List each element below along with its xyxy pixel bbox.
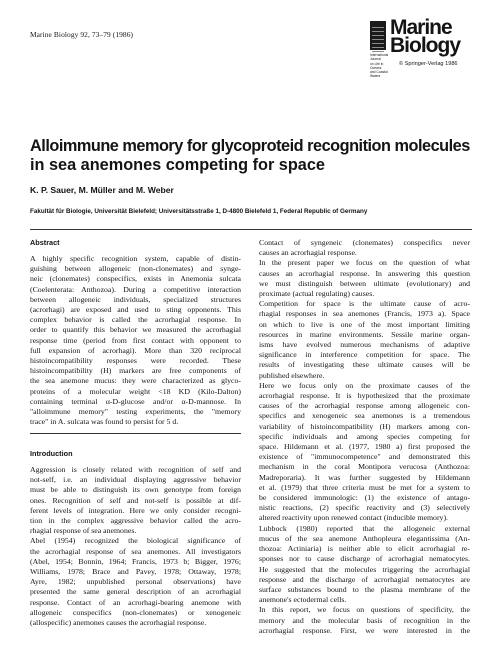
text-line: Here we focus only on the proximate causes of the <box>259 380 470 390</box>
text-line: neic (clonemates) conspecifics, exists in Anemonia sulcata <box>30 274 241 284</box>
text-line: (acrorhagi) are exposed and used to sting opponents. This <box>30 305 241 315</box>
text-line: A highly specific recognition system, capable of distin- <box>30 254 241 263</box>
text-line: allogeneic conspecifics (non-clonemates) or xenogeneic <box>30 607 241 617</box>
publisher-copyright: © Springer-Verlag 1986 <box>399 61 458 67</box>
text-line: In this report, we focus on questions of specificity, the <box>259 605 470 615</box>
text-line: variability of histoincompatibility (H) markers among con- <box>259 421 470 431</box>
text-line: published elsewhere. <box>259 370 325 380</box>
logo-subtitle: International Journal on Life in Oceans and Coastal Waters <box>370 53 389 79</box>
text-line: anemone's ectodermal cells. <box>259 595 347 605</box>
logo-word-marine: Marine <box>390 16 452 39</box>
text-line: proteins of a molecular weight <18 KD (Kilo-Dalton) <box>30 386 241 396</box>
text-line: we must distinguish between ultimate (evolutionary) and <box>259 278 470 288</box>
text-line: histoincompatibility (H) markers are free components of <box>30 366 241 376</box>
text-line: resources in marine environments. Sessile marine organ- <box>259 329 470 339</box>
text-line: et al. (1979) that three criteria must be met for a system to <box>259 482 470 492</box>
text-line: Ayre, 1982; unpublished personal observations) have <box>30 577 241 587</box>
text-line: must be able to distinguish its own genotype from foreign <box>30 485 241 495</box>
text-line: guishing between allogeneic (non-clonemates) and synge- <box>30 264 241 274</box>
article-title: Alloimmune memory for glycoproteid recognition molecules in sea anemones competing for space <box>30 137 470 174</box>
journal-emblem-icon <box>370 21 386 50</box>
text-line: tion in the complex aggressive behavior called the acro- <box>30 516 241 526</box>
text-line: sponses nor to cause discharge of acrorhagial nematocytes. <box>259 554 470 564</box>
text-line: mechanism in the coral Montipora verucosa (Anthozoa: <box>259 462 470 472</box>
text-line: nistic reactions, (2) specific reactivity and (3) selectively <box>259 503 470 513</box>
text-line: proximate (actual regulating) causes. <box>259 289 375 299</box>
text-line: response. Contact of an acrorhagi-bearing anemone with <box>30 597 241 607</box>
text-line: rhagial response of sea anemones. <box>30 526 137 536</box>
text-line: acrorhagial response. It is hypothesized that the proximate <box>259 391 470 401</box>
text-line: histoincompatibility responses were recorded. These <box>30 356 241 366</box>
text-line: rhagial responses in sea anemones (Francis, 1973 a). Space <box>259 309 470 319</box>
journal-citation: Marine Biology 92, 73–79 (1986) <box>30 30 134 39</box>
text-line: specific individuals and among species competing for <box>259 431 470 441</box>
text-line: ones. Recognition of self and not-self is possible at dif- <box>30 495 241 505</box>
introduction-text <box>30 465 241 628</box>
text-line: Lubbock (1980) reported that the allogeneic external <box>259 523 470 533</box>
text-line: surface substances bound to the plasma membrane of the <box>259 584 470 594</box>
marine-biology-logo <box>370 16 476 79</box>
text-line: not-self, i.e. an individual displaying aggressive behavior <box>30 475 241 485</box>
text-line: Williams, 1978; Brace and Pavey, 1978; Ottaway, 1978; <box>30 567 241 577</box>
logo-word-biology: Biology <box>390 34 460 57</box>
text-line: (Abel, 1954; Bonnin, 1964; Francis, 1973 b; Bigger, 1976; <box>30 556 241 566</box>
text-line: ferent levels of integration. Here we only consider recogni- <box>30 505 241 515</box>
text-line: acrorhagial response. First, we were interested in the <box>259 625 470 635</box>
text-line: Competition for space is the ultimate cause of acro- <box>259 299 470 309</box>
text-line: He suggested that the molecules triggering the acrorhagial <box>259 564 470 574</box>
text-line: between allogeneic individuals, specialized structures <box>30 294 241 304</box>
text-line: memory and the molecular basis of recognition in the <box>259 615 470 625</box>
text-line: on which to live is one of the most important limiting <box>259 319 470 329</box>
text-line: (Coelenterata: Anthozoa). During a competitive interaction <box>30 284 241 294</box>
text-line: significance in interference competition for space. The <box>259 350 470 360</box>
text-line: existence of "immunocompetence" and demonstrated this <box>259 452 470 462</box>
text-line: Madreporaria). It was further suggested by Hildemann <box>259 472 470 482</box>
text-line: causes of the acrorhagial response among allogeneic con- <box>259 401 470 411</box>
affiliation: Fakultät für Biologie, Universität Bielefeld; Universitätsstraße 1, D-4800 Bielefeld 1, Federal Republic of Germany <box>30 208 368 215</box>
header-divider <box>30 229 472 230</box>
text-line: the acrorhagial response of sea anemones. All investigators <box>30 546 241 556</box>
text-line: full expansion of acrorhagi). More than 320 reciprocal <box>30 345 241 355</box>
text-line: specifics and xenogeneic sea anemones is a tremendous <box>259 411 470 421</box>
text-line: order to quantify this behavior we measured the acrorhagial <box>30 325 241 335</box>
text-line: Abel (1954) recognized the biological significance of <box>30 536 241 546</box>
text-line: response and the discharge of acrorhagial nematocytes are <box>259 574 470 584</box>
text-line: the sea anemone mucus: they were characterized as glyco- <box>30 376 241 386</box>
introduction-heading: Introduction <box>30 449 73 458</box>
text-line: complex behavior is called the acrorhagial response. In <box>30 315 241 325</box>
text-line: isms have evolved numerous mechanisms of adaptive <box>259 340 470 350</box>
abstract-heading: Abstract <box>30 238 60 247</box>
text-line: trace" in A. sulcata was found to persist for 5 d. <box>30 417 179 427</box>
abstract-divider <box>30 433 241 434</box>
text-line: (allospecific) anemones causes the acrorhagial response. <box>30 618 207 628</box>
authors: K. P. Sauer, M. Müller and M. Weber <box>30 185 174 195</box>
text-line: response time (period from first contact with opponent to <box>30 335 241 345</box>
text-line: presented the same general description of an acrorhagial <box>30 587 241 597</box>
text-line: causes an acrorhagial response. In answering this question <box>259 268 470 278</box>
text-line: altered reactivity upon renewed contact (inducible memory). <box>259 513 448 523</box>
text-line: Contact of syngeneic (clonemates) conspecifics never <box>259 238 470 247</box>
text-line: thozoa: Actiniaria) is neither able to elicit acrorhagial re- <box>259 544 470 554</box>
text-line: mucus of the sea anemone Anthopleura elegantissima (An- <box>259 533 470 543</box>
text-line: space. Hildemann et al. (1977, 1980 a) first proposed the <box>259 442 470 452</box>
abstract-text <box>30 254 241 427</box>
text-line: Aggression is closely related with recognition of self and <box>30 465 241 474</box>
text-line: causes an acrorhagial response. <box>259 248 357 258</box>
right-column-text <box>259 238 470 636</box>
text-line: In the present paper we focus on the question of what <box>259 258 470 268</box>
text-line: containing terminal α-D-glucose and/or α-D-mannose. In <box>30 396 241 406</box>
text-line: be considered immunologic: (1) the existence of antago- <box>259 493 470 503</box>
text-line: results of investigating these ultimate causes will be <box>259 360 470 370</box>
text-line: "alloimmune memory" testing experiments, the "memory <box>30 407 241 417</box>
